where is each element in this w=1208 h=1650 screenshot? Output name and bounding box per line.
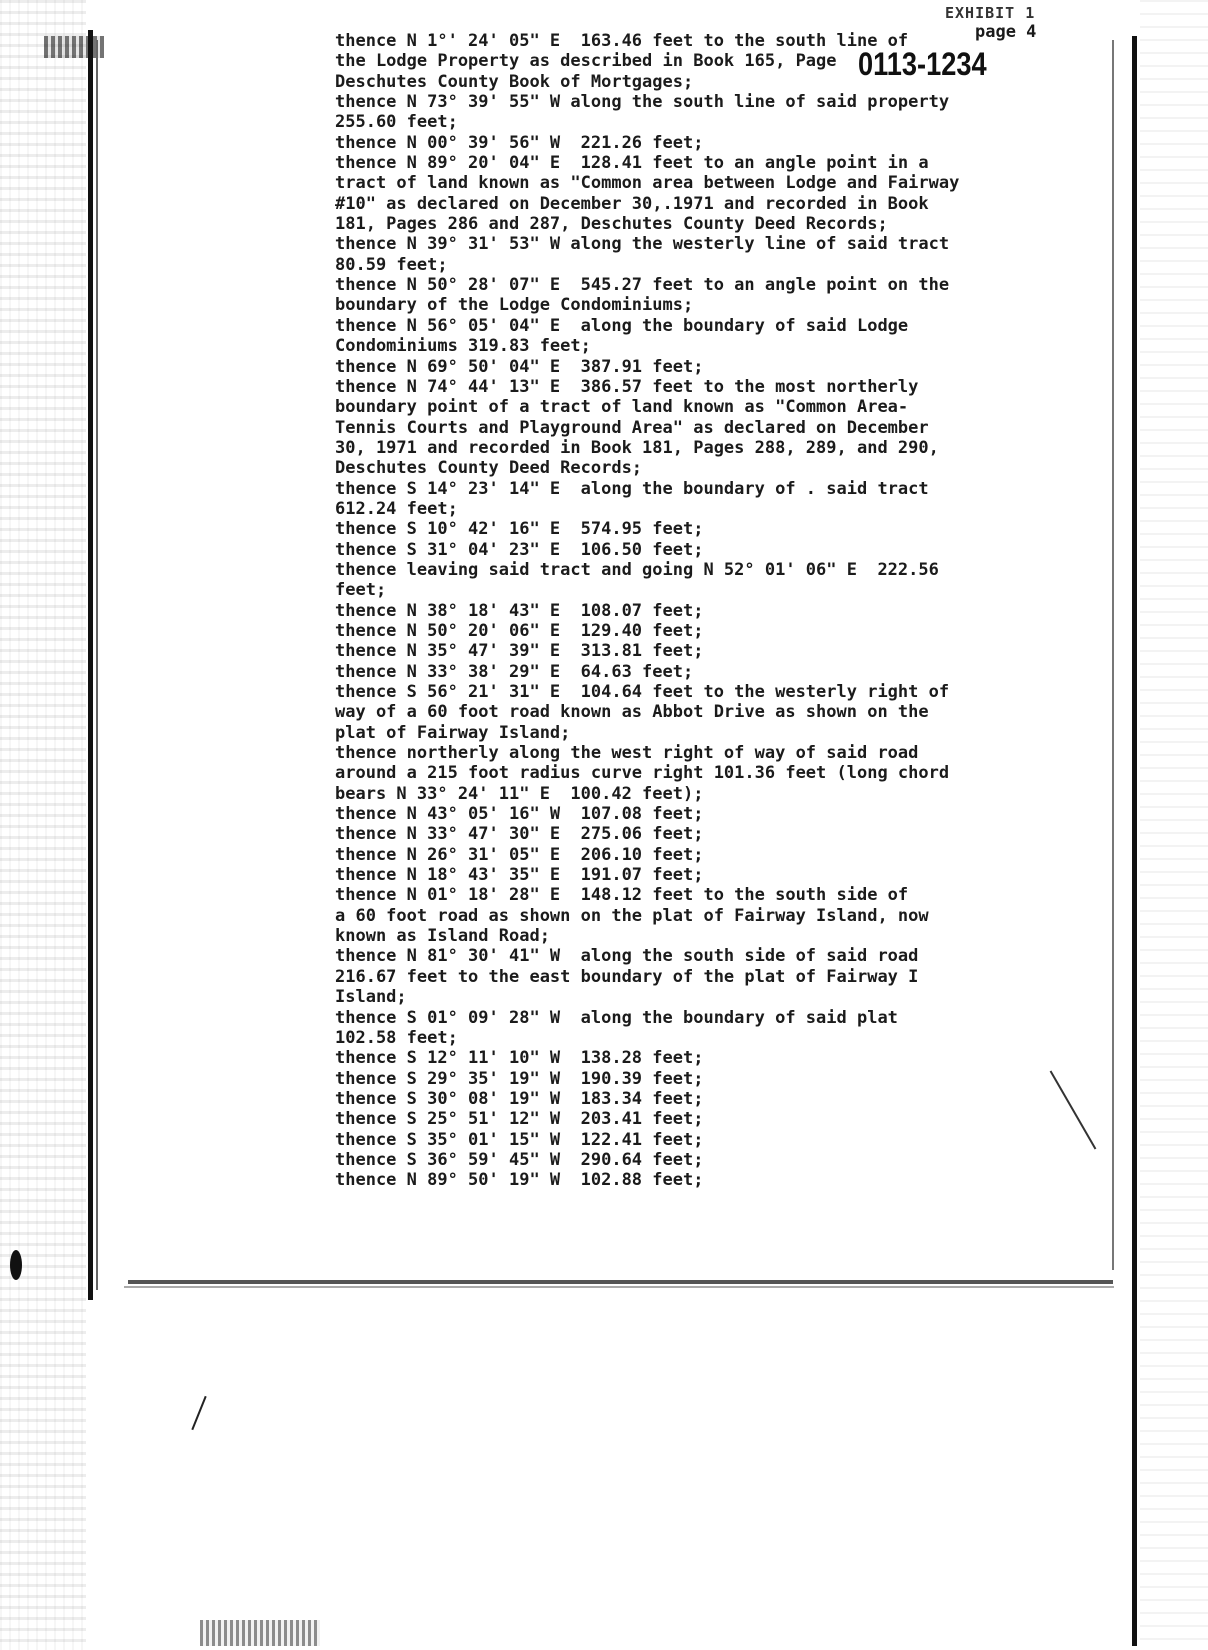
- description-line: thence S 12° 11' 10" W 138.28 feet;: [335, 1048, 704, 1069]
- description-line: thence S 36° 59' 45" W 290.64 feet;: [335, 1149, 704, 1170]
- description-line: boundary point of a tract of land known as "Common Area-: [335, 397, 909, 418]
- description-line: Island;: [335, 987, 407, 1008]
- description-line: thence northerly along the west right of way of said road: [335, 743, 919, 764]
- description-line: thence S 25° 51' 12" W 203.41 feet;: [335, 1109, 704, 1130]
- exhibit-label: EXHIBIT 1: [945, 4, 1036, 22]
- description-line: thence N 89° 50' 19" W 102.88 feet;: [335, 1170, 704, 1191]
- description-line: 181, Pages 286 and 287, Deschutes County Deed Records;: [335, 214, 888, 235]
- description-line: bears N 33° 24' 11" E 100.42 feet);: [335, 783, 704, 804]
- description-line: thence N 50° 20' 06" E 129.40 feet;: [335, 620, 704, 641]
- description-line: thence leaving said tract and going N 52° 01' 06" E 222.56: [335, 559, 939, 580]
- description-line: thence N 33° 47' 30" E 275.06 feet;: [335, 824, 704, 845]
- scan-border-bottom-inner: [124, 1286, 1114, 1288]
- description-line: known as Island Road;: [335, 926, 550, 947]
- description-line: thence N 1°' 24' 05" E 163.46 feet to the south line of: [335, 31, 909, 51]
- description-line: Tennis Courts and Playground Area" as declared on December: [335, 417, 929, 438]
- description-line: #10" as declared on December 30,.1971 and recorded in Book: [335, 193, 929, 214]
- description-line: plat of Fairway Island;: [335, 722, 571, 743]
- description-line: thence N 33° 38' 29" E 64.63 feet;: [335, 661, 694, 682]
- description-line: boundary of the Lodge Condominiums;: [335, 295, 694, 316]
- scan-noise-bottom: [200, 1620, 320, 1646]
- description-line: Condominiums 319.83 feet;: [335, 336, 591, 357]
- description-line: thence S 30° 08' 19" W 183.34 feet;: [335, 1088, 704, 1109]
- scan-border-right: [1132, 36, 1137, 1646]
- description-line: a 60 foot road as shown on the plat of Fairway Island, now: [335, 905, 929, 926]
- scan-smudge-top: [44, 36, 104, 58]
- description-line: 255.60 feet;: [335, 112, 458, 133]
- description-line: thence S 10° 42' 16" E 574.95 feet;: [335, 519, 704, 540]
- description-line: thence N 73° 39' 55" W along the south line of said property: [335, 92, 950, 113]
- description-line: thence S 14° 23' 14" E along the boundary of . said tract: [335, 478, 929, 499]
- document-stamp-number: 0113-1234: [858, 46, 987, 82]
- description-line: Deschutes County Deed Records;: [335, 458, 643, 479]
- scan-blot: [10, 1250, 22, 1280]
- description-line: thence N 69° 50' 04" E 387.91 feet;: [335, 356, 704, 377]
- description-line: thence N 18° 43' 35" E 191.07 feet;: [335, 865, 704, 886]
- pen-mark: [191, 1396, 206, 1430]
- scan-border-left-inner: [96, 40, 98, 1290]
- description-line: 216.67 feet to the east boundary of the plat of Fairway I: [335, 966, 919, 987]
- description-line: thence S 31° 04' 23" E 106.50 feet;: [335, 539, 704, 560]
- description-line: thence N 01° 18' 28" E 148.12 feet to the south side of: [335, 885, 909, 906]
- scan-noise-right: [1140, 0, 1208, 1650]
- description-line: thence N 43° 05' 16" W 107.08 feet;: [335, 804, 704, 825]
- scan-noise-left: [0, 0, 86, 1650]
- description-line: thence N 89° 20' 04" E 128.41 feet to an angle point in a: [335, 153, 929, 174]
- description-line: 80.59 feet;: [335, 254, 448, 275]
- description-line: tract of land known as "Common area between Lodge and Fairway: [335, 173, 960, 194]
- page-number: page 4: [975, 22, 1037, 42]
- description-line: thence S 56° 21' 31" E 104.64 feet to the westerly right of: [335, 682, 950, 702]
- description-line: thence N 38° 18' 43" E 108.07 feet;: [335, 600, 704, 621]
- description-line: feet;: [335, 580, 387, 601]
- description-line: thence N 26° 31' 05" E 206.10 feet;: [335, 844, 704, 865]
- description-line: thence N 00° 39' 56" W 221.26 feet;: [335, 132, 704, 153]
- description-line: 102.58 feet;: [335, 1027, 458, 1048]
- description-line: thence N 56° 05' 04" E along the boundary of said Lodge: [335, 315, 909, 336]
- scan-border-left: [88, 30, 93, 1300]
- description-line: 612.24 feet;: [335, 498, 458, 519]
- description-line: thence N 35° 47' 39" E 313.81 feet;: [335, 641, 704, 662]
- description-line: 30, 1971 and recorded in Book 181, Pages 288, 289, and 290,: [335, 437, 939, 458]
- description-line: way of a 60 foot road known as Abbot Drive as shown on the: [335, 702, 929, 723]
- legal-description-text: [335, 31, 1115, 1191]
- description-line: around a 215 foot radius curve right 101.36 feet (long chord: [335, 763, 950, 784]
- description-line: the Lodge Property as described in Book 165, Page: [335, 51, 837, 72]
- description-line: thence N 39° 31' 53" W along the westerly line of said tract: [335, 234, 950, 255]
- scan-border-bottom: [128, 1280, 1113, 1284]
- description-line: thence N 74° 44' 13" E 386.57 feet to the most northerly: [335, 376, 919, 397]
- description-line: thence N 50° 28' 07" E 545.27 feet to an angle point on the: [335, 275, 950, 296]
- description-line: thence S 29° 35' 19" W 190.39 feet;: [335, 1068, 704, 1089]
- description-line: thence N 81° 30' 41" W along the south side of said road: [335, 946, 919, 967]
- description-line: Deschutes County Book of Mortgages;: [335, 71, 694, 92]
- description-line: thence S 35° 01' 15" W 122.41 feet;: [335, 1129, 704, 1150]
- description-line: thence S 01° 09' 28" W along the boundary of said plat: [335, 1007, 898, 1028]
